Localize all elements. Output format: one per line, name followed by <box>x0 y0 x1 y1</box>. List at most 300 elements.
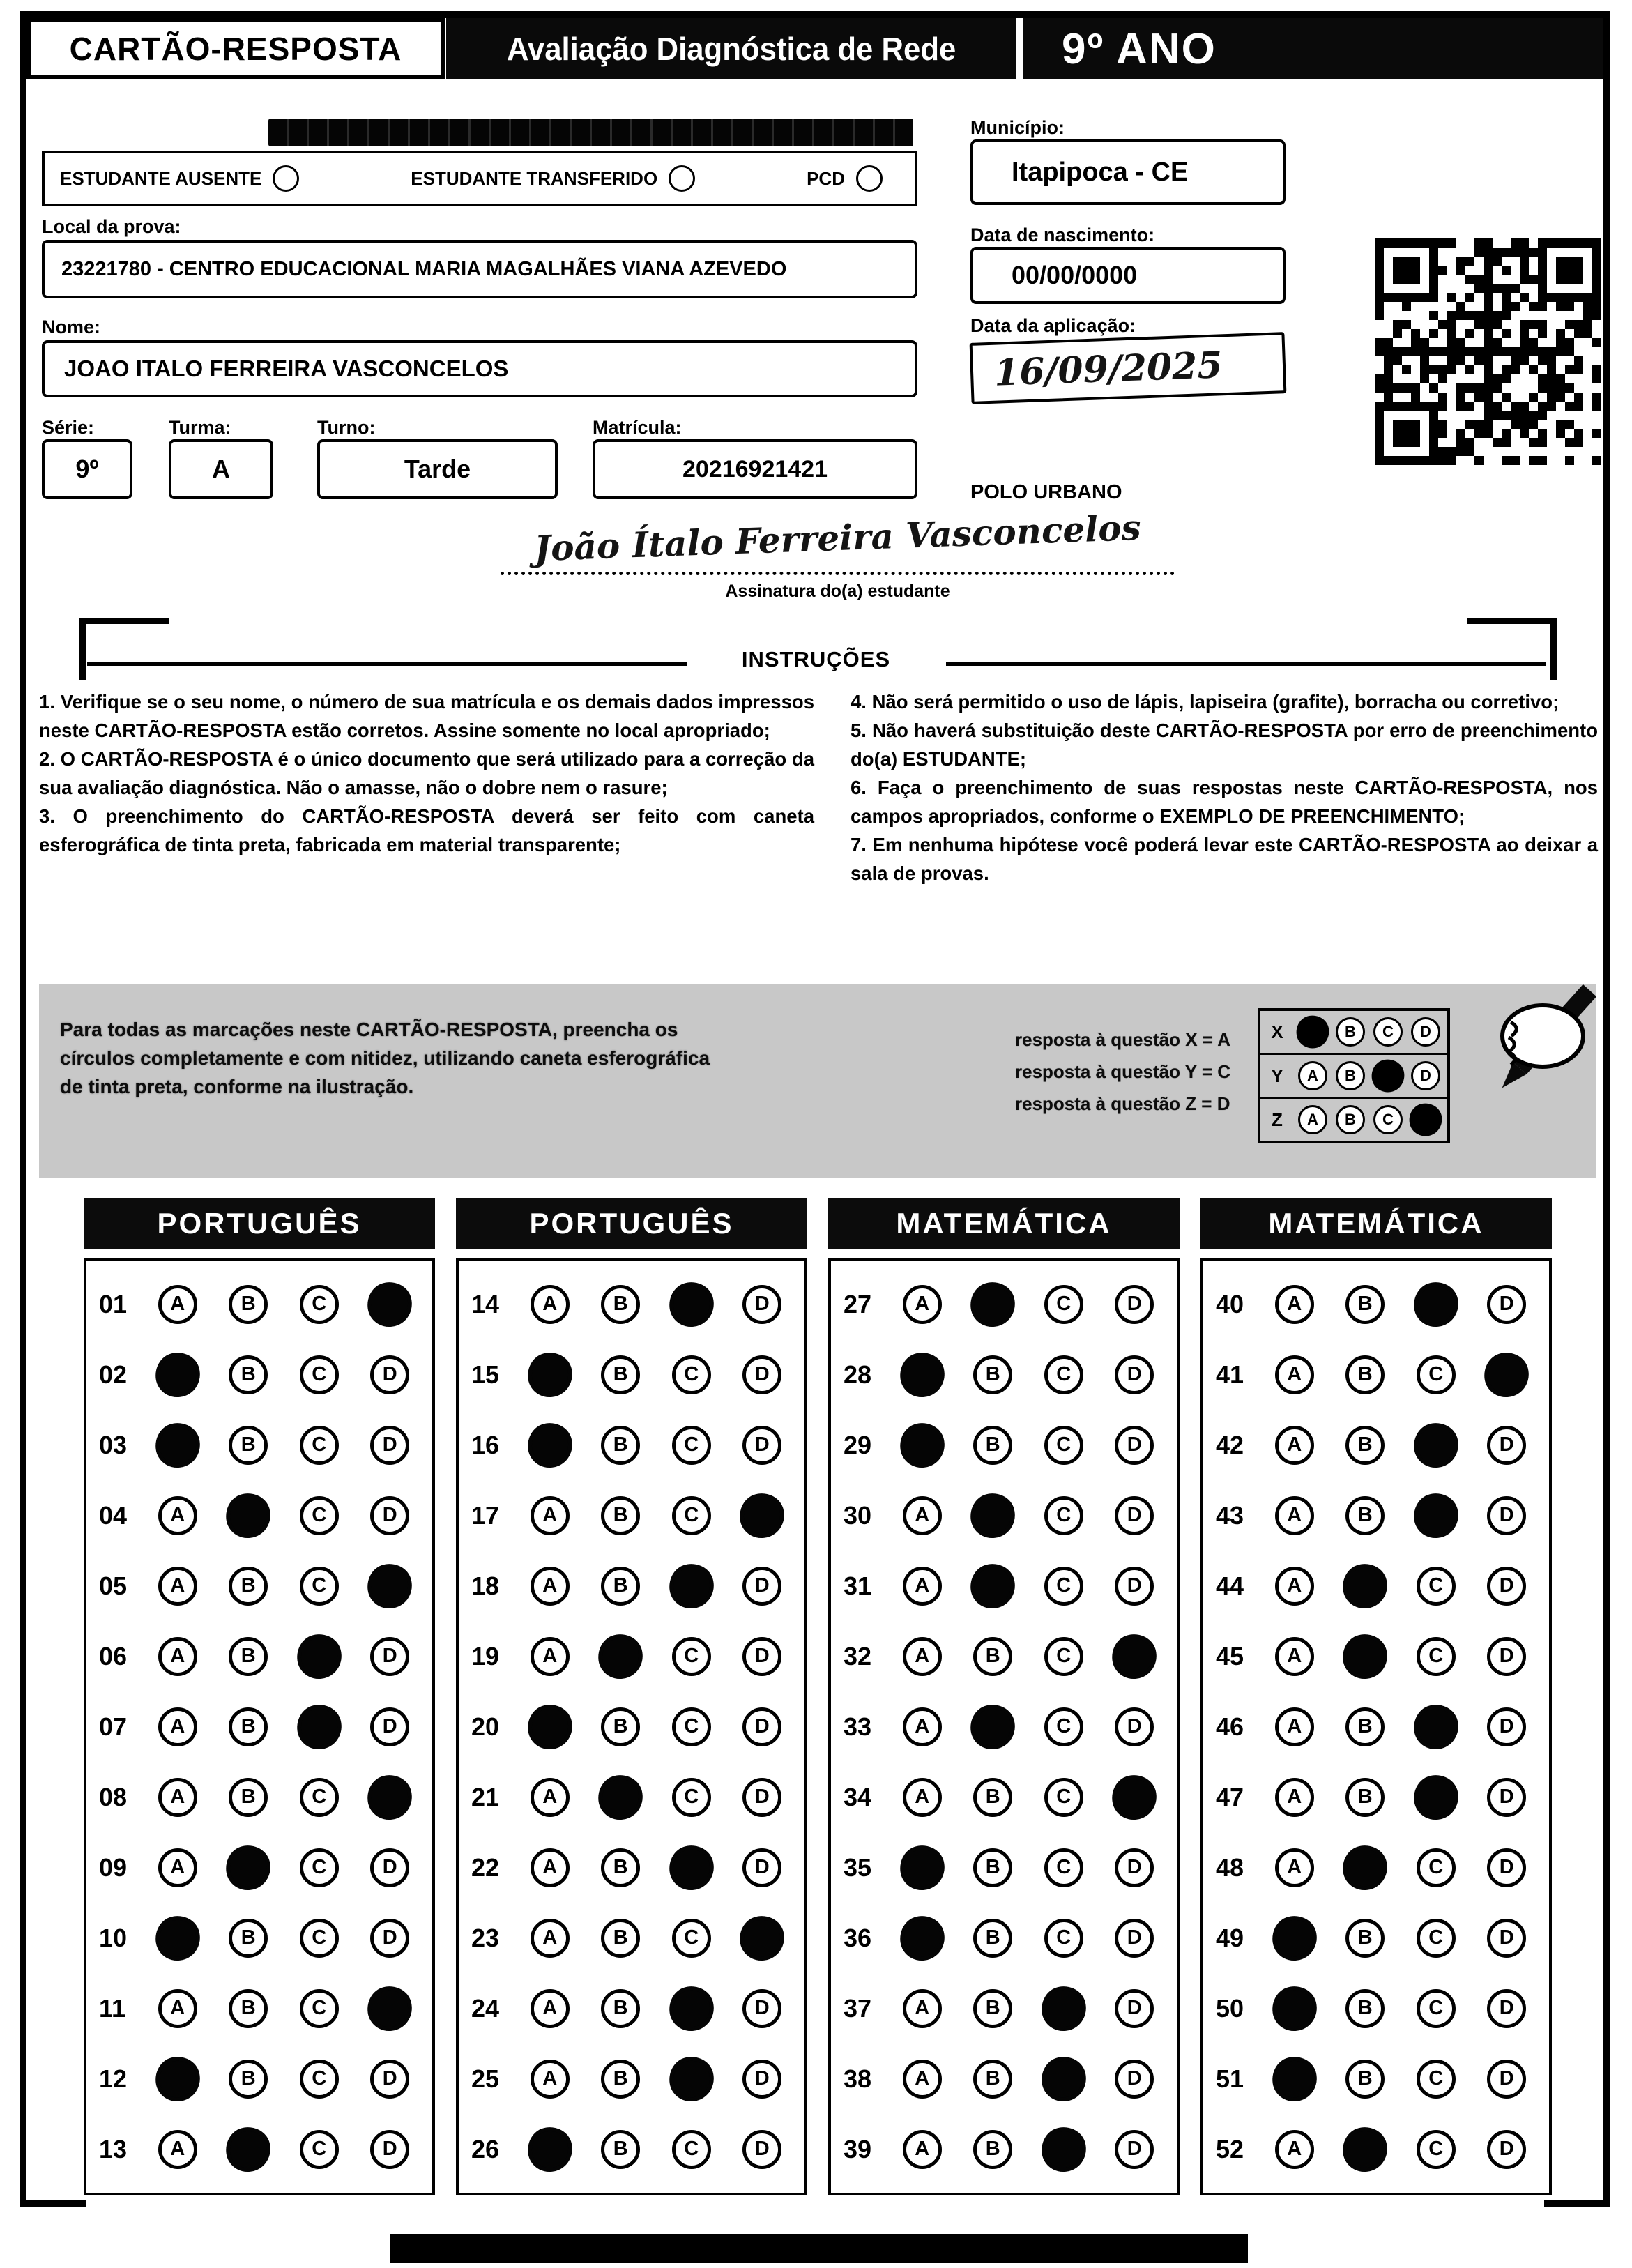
answer-bubble-b-filled[interactable] <box>1340 1842 1390 1892</box>
answer-bubble-a[interactable]: A <box>903 1989 942 2028</box>
answer-bubble-c[interactable]: C <box>672 1496 711 1535</box>
question-row <box>838 1903 1170 1973</box>
serie-field: 9º <box>42 439 132 499</box>
answer-bubble-a-filled[interactable] <box>153 1349 203 1399</box>
local-da-prova-field: 23221780 - CENTRO EDUCACIONAL MARIA MAGALHÃES VIANA AZEVEDO <box>42 240 917 298</box>
answer-bubble-d[interactable]: D <box>1115 1707 1154 1746</box>
crop-mark-bottom-left <box>20 2200 86 2207</box>
answer-bubble-a[interactable]: A <box>531 1285 570 1324</box>
answer-bubble-c-filled[interactable] <box>666 2053 717 2103</box>
answer-bubble-b-filled[interactable] <box>1340 2124 1390 2174</box>
bubble-group <box>514 1355 798 1394</box>
example-legend-line: resposta à questão Z = D <box>1015 1093 1230 1114</box>
answer-bubble-b[interactable]: B <box>1345 1355 1385 1394</box>
answer-bubble-b[interactable]: B <box>1345 1778 1385 1817</box>
grade-label: 9º ANO <box>1023 18 1603 79</box>
card-title: CARTÃO-RESPOSTA <box>26 18 445 79</box>
answer-bubble-b[interactable]: B <box>973 1637 1012 1676</box>
answer-bubble-c[interactable]: C <box>300 2060 339 2099</box>
question-number: 19 <box>471 1641 500 1670</box>
answer-bubble-c[interactable]: C <box>672 1426 711 1465</box>
answer-bubble-d[interactable]: D <box>370 1496 409 1535</box>
answer-bubble-d[interactable]: D <box>1487 1567 1526 1606</box>
answer-bubble-c[interactable]: C <box>300 1989 339 2028</box>
answer-bubble-d-filled[interactable] <box>1109 1631 1159 1681</box>
question-number: 36 <box>844 1923 872 1952</box>
answer-bubble-c-filled[interactable] <box>1411 1701 1461 1751</box>
status-option-bubble[interactable] <box>669 165 695 192</box>
answer-bubble-b-filled[interactable] <box>595 1772 646 1822</box>
answer-column <box>1200 1198 1552 2195</box>
question-row <box>93 1762 425 1832</box>
answer-bubble-d[interactable]: D <box>1115 2130 1154 2169</box>
answer-bubble-d[interactable]: D <box>1115 1285 1154 1324</box>
question-number: 14 <box>471 1289 500 1318</box>
answer-bubble-a[interactable]: A <box>531 1496 570 1535</box>
answer-bubble-c[interactable]: C <box>300 2130 339 2169</box>
answer-bubble-b[interactable]: B <box>1345 1496 1385 1535</box>
answer-bubble-c-filled[interactable] <box>1039 2124 1089 2174</box>
answer-bubble-b[interactable]: B <box>601 1848 640 1887</box>
bubble-group <box>514 1707 798 1746</box>
answer-bubble-b[interactable]: B <box>229 2060 268 2099</box>
answer-bubble-b[interactable]: B <box>601 2130 640 2169</box>
answer-bubble-a-filled[interactable] <box>897 1842 947 1892</box>
question-number: 24 <box>471 1993 500 2023</box>
answer-bubble-d[interactable]: D <box>742 2130 781 2169</box>
example-row-label: Z <box>1272 1109 1283 1130</box>
bubble-group <box>142 1567 425 1606</box>
question-row <box>93 1551 425 1621</box>
answer-bubble-a[interactable]: A <box>903 1285 942 1324</box>
question-row <box>1210 1410 1542 1480</box>
answer-bubble-a[interactable]: A <box>158 1707 197 1746</box>
answer-bubble-a-filled[interactable] <box>525 1349 575 1399</box>
answer-bubble-c[interactable]: C <box>1417 1989 1456 2028</box>
answer-bubble-c[interactable]: C <box>1044 1496 1083 1535</box>
answer-bubble-c-filled[interactable] <box>1411 1490 1461 1540</box>
answer-bubble-c[interactable]: C <box>300 1778 339 1817</box>
answer-bubble-c-filled[interactable] <box>294 1631 344 1681</box>
subject-header: MATEMÁTICA <box>828 1198 1180 1249</box>
answer-bubble-a[interactable]: A <box>158 1285 197 1324</box>
answer-bubble-d[interactable]: D <box>742 1285 781 1324</box>
answer-bubble-a[interactable]: A <box>158 1637 197 1676</box>
crop-mark-bottom-right <box>1544 2200 1610 2207</box>
answer-bubble-b[interactable]: B <box>229 1355 268 1394</box>
example-text: Para todas as marcações neste CARTÃO-RESPOSTA, preencha os círculos completamente e com nitidez, utilizando caneta esferográfica de tinta preta, conforme na ilustração. <box>60 1019 710 1097</box>
redacted-bar <box>268 119 913 146</box>
answer-bubble-a[interactable]: A <box>531 1637 570 1676</box>
answer-bubble-b-filled[interactable] <box>223 1490 273 1540</box>
answer-bubble-a[interactable]: A <box>531 1778 570 1817</box>
question-row <box>1210 1903 1542 1973</box>
question-row <box>466 1691 798 1762</box>
answer-bubble-a[interactable]: A <box>158 2130 197 2169</box>
answer-bubble-d[interactable]: D <box>1115 2060 1154 2099</box>
question-row <box>1210 1551 1542 1621</box>
answer-bubble-c[interactable]: C <box>672 1778 711 1817</box>
answer-bubble-d[interactable]: D <box>742 1848 781 1887</box>
bubble-group <box>142 1426 425 1465</box>
aplicacao-label: Data da aplicação: <box>970 315 1136 336</box>
question-row <box>93 1410 425 1480</box>
status-option <box>807 165 883 192</box>
answer-bubble-a[interactable]: A <box>903 1637 942 1676</box>
question-row <box>1210 1973 1542 2044</box>
example-row-label: X <box>1271 1021 1283 1042</box>
question-row <box>838 1832 1170 1903</box>
bubble-group <box>142 1285 425 1324</box>
answer-bubble-d-filled[interactable] <box>1109 1772 1159 1822</box>
answer-bubble-b[interactable]: B <box>1345 2060 1385 2099</box>
answer-bubble-b[interactable]: B <box>229 1989 268 2028</box>
answer-bubble-c-filled[interactable] <box>294 1701 344 1751</box>
answer-bubble-a-filled[interactable] <box>1269 1912 1320 1963</box>
answer-bubble-b-filled[interactable] <box>595 1631 646 1681</box>
answer-bubble-c[interactable]: C <box>300 1426 339 1465</box>
answer-bubble-c[interactable]: C <box>1417 1637 1456 1676</box>
answer-bubble-c[interactable]: C <box>1044 1426 1083 1465</box>
answer-bubble-a[interactable]: A <box>158 1989 197 2028</box>
answer-bubble-c-filled[interactable] <box>666 1842 717 1892</box>
answer-bubble-b[interactable]: B <box>1345 1919 1385 1958</box>
question-number: 32 <box>844 1641 872 1670</box>
answer-bubble-c-filled[interactable] <box>666 1279 717 1329</box>
bubble-group <box>887 1989 1170 2028</box>
answer-bubble-a[interactable]: A <box>1275 1567 1314 1606</box>
answer-bubble-c[interactable]: C <box>1417 1355 1456 1394</box>
question-row <box>93 1269 425 1339</box>
answer-bubble-a[interactable]: A <box>158 1567 197 1606</box>
answer-bubble-a[interactable]: A <box>531 1567 570 1606</box>
answer-bubble-d[interactable]: D <box>742 1355 781 1394</box>
answer-bubble-a[interactable]: A <box>1275 1496 1314 1535</box>
answer-bubble-d[interactable]: D <box>742 1707 781 1746</box>
answer-bubble-d-filled[interactable] <box>1481 1349 1532 1399</box>
question-row <box>838 2044 1170 2114</box>
answer-bubble-d[interactable]: D <box>1115 1426 1154 1465</box>
answer-bubble-a[interactable]: A <box>1275 1848 1314 1887</box>
answer-bubble-c[interactable]: C <box>300 1355 339 1394</box>
answer-bubble-b[interactable]: B <box>1345 1285 1385 1324</box>
answer-bubble-b-filled[interactable] <box>1340 1631 1390 1681</box>
question-row <box>466 1480 798 1551</box>
answer-bubble-c-filled[interactable] <box>1039 1983 1089 2033</box>
answer-bubble-b[interactable]: B <box>1345 1426 1385 1465</box>
answer-bubble-c[interactable]: C <box>300 1496 339 1535</box>
answer-bubble-a-filled[interactable] <box>525 1420 575 1470</box>
answer-bubble-a[interactable]: A <box>1275 1637 1314 1676</box>
nascimento-field: 00/00/0000 <box>970 247 1286 304</box>
bubble-group <box>142 1637 425 1676</box>
answer-bubble-d[interactable]: D <box>1487 2130 1526 2169</box>
question-number: 13 <box>99 2134 128 2163</box>
answer-bubble-b[interactable]: B <box>601 1285 640 1324</box>
answer-grid <box>1200 1258 1552 2195</box>
answer-bubble-a[interactable]: A <box>903 1496 942 1535</box>
question-number: 01 <box>99 1289 128 1318</box>
answer-bubble-d[interactable]: D <box>1115 1355 1154 1394</box>
question-row <box>93 1480 425 1551</box>
answer-bubble-d[interactable]: D <box>1487 1989 1526 2028</box>
answer-bubble-c[interactable]: C <box>1417 1919 1456 1958</box>
answer-bubble-b[interactable]: B <box>1345 1707 1385 1746</box>
answer-bubble-d[interactable]: D <box>370 1707 409 1746</box>
answer-bubble-b[interactable]: B <box>229 1567 268 1606</box>
bubble-group <box>142 2060 425 2099</box>
answer-bubble-a[interactable]: A <box>903 2130 942 2169</box>
answer-bubble-b[interactable]: B <box>229 1707 268 1746</box>
question-row <box>1210 1339 1542 1410</box>
answer-bubble-a[interactable]: A <box>531 2060 570 2099</box>
answer-bubble-b-filled[interactable] <box>968 1560 1018 1611</box>
answer-bubble-b[interactable]: B <box>601 1919 640 1958</box>
answer-bubble-d[interactable]: D <box>370 1355 409 1394</box>
answer-bubble-a-filled[interactable] <box>1269 1983 1320 2033</box>
answer-bubble-a-filled[interactable] <box>897 1420 947 1470</box>
answer-bubble-c[interactable]: C <box>1044 1567 1083 1606</box>
answer-bubble-d[interactable]: D <box>370 1637 409 1676</box>
answer-bubble-d[interactable]: D <box>742 1567 781 1606</box>
answer-bubble-c-filled[interactable] <box>1039 2053 1089 2103</box>
answer-bubble-d[interactable]: D <box>742 1637 781 1676</box>
answer-bubble-d[interactable]: D <box>370 2130 409 2169</box>
answer-bubble-a[interactable]: A <box>1275 1285 1314 1324</box>
answer-bubble-a[interactable]: A <box>531 1989 570 2028</box>
question-row <box>93 1973 425 2044</box>
bubble-group <box>142 1355 425 1394</box>
answer-bubble-d-filled[interactable] <box>365 1279 415 1329</box>
answer-bubble-d[interactable]: D <box>370 1848 409 1887</box>
answer-bubble-a[interactable]: A <box>158 1496 197 1535</box>
answer-bubble-c[interactable]: C <box>1044 1707 1083 1746</box>
subject-header: PORTUGUÊS <box>456 1198 807 1249</box>
answer-bubble-c[interactable]: C <box>1417 2060 1456 2099</box>
answer-bubble-c[interactable]: C <box>1044 1778 1083 1817</box>
answer-bubble-d[interactable]: D <box>1487 1637 1526 1676</box>
answer-bubble-c[interactable]: C <box>1417 1848 1456 1887</box>
header <box>26 18 1603 79</box>
bubble-group <box>887 1848 1170 1887</box>
answer-bubble-a-filled[interactable] <box>153 2053 203 2103</box>
answer-bubble-c[interactable]: C <box>300 1848 339 1887</box>
answer-bubble-a-filled[interactable] <box>525 2124 575 2174</box>
question-number: 10 <box>99 1923 128 1952</box>
answer-bubble-d[interactable]: D <box>742 1989 781 2028</box>
answer-bubble-b[interactable]: B <box>601 2060 640 2099</box>
answer-bubble-b[interactable]: B <box>601 1567 640 1606</box>
question-number: 48 <box>1216 1852 1244 1882</box>
bubble-group <box>887 1919 1170 1958</box>
question-number: 27 <box>844 1289 872 1318</box>
answer-bubble-d[interactable]: D <box>742 1778 781 1817</box>
answer-bubble-c[interactable]: C <box>1044 1285 1083 1324</box>
answer-bubble-a[interactable]: A <box>1275 1707 1314 1746</box>
question-number: 37 <box>844 1993 872 2023</box>
answer-bubble-b-filled[interactable] <box>968 1701 1018 1751</box>
answer-bubble-a-filled[interactable] <box>897 1912 947 1963</box>
question-number: 33 <box>844 1712 872 1741</box>
answer-bubble-c[interactable]: C <box>1417 2130 1456 2169</box>
answer-bubble-a[interactable]: A <box>903 1707 942 1746</box>
answer-bubble-d[interactable]: D <box>370 2060 409 2099</box>
answer-bubble-b[interactable]: B <box>229 1285 268 1324</box>
answer-bubble-b-filled[interactable] <box>223 2124 273 2174</box>
bubble-group <box>887 1637 1170 1676</box>
answer-bubble-b[interactable]: B <box>973 1848 1012 1887</box>
answer-bubble-c[interactable]: C <box>1044 1848 1083 1887</box>
question-row <box>838 1410 1170 1480</box>
answer-bubble-c[interactable]: C <box>1044 1919 1083 1958</box>
question-row <box>466 1621 798 1691</box>
answer-bubble-c[interactable]: C <box>1417 1567 1456 1606</box>
answer-bubble-d[interactable]: D <box>1487 1496 1526 1535</box>
answer-bubble-d-filled[interactable] <box>365 1983 415 2033</box>
answer-bubble-b[interactable]: B <box>1345 1989 1385 2028</box>
answer-bubble-a[interactable]: A <box>1275 1355 1314 1394</box>
bubble-group <box>514 1567 798 1606</box>
bubble-group <box>514 1778 798 1817</box>
bubble-group <box>1259 1848 1542 1887</box>
answer-bubble-d[interactable]: D <box>1487 1707 1526 1746</box>
answer-column <box>828 1198 1180 2195</box>
question-number: 34 <box>844 1782 872 1811</box>
answer-bubble-d[interactable]: D <box>1115 1496 1154 1535</box>
answer-bubble-c-filled[interactable] <box>666 1983 717 2033</box>
answer-bubble-d[interactable]: D <box>742 1426 781 1465</box>
answer-bubble-a[interactable]: A <box>903 2060 942 2099</box>
answer-bubble-b[interactable]: B <box>229 1778 268 1817</box>
answer-bubble-b[interactable]: B <box>973 1355 1012 1394</box>
answer-bubble-b[interactable]: B <box>229 1637 268 1676</box>
answer-bubble-c[interactable]: C <box>300 1285 339 1324</box>
answer-bubble-b[interactable]: B <box>973 2060 1012 2099</box>
answer-bubble-d[interactable]: D <box>1487 1848 1526 1887</box>
answer-bubble-b[interactable]: B <box>601 1707 640 1746</box>
bubble-group <box>1259 1567 1542 1606</box>
answer-bubble-c[interactable]: C <box>300 1567 339 1606</box>
question-row <box>1210 1269 1542 1339</box>
answer-bubble-a[interactable]: A <box>1275 1426 1314 1465</box>
bubble-group <box>1259 1778 1542 1817</box>
answer-bubble-d[interactable]: D <box>1487 1426 1526 1465</box>
answer-bubble-b[interactable]: B <box>601 1426 640 1465</box>
question-row <box>838 1480 1170 1551</box>
question-number: 15 <box>471 1360 500 1389</box>
answer-bubble-c[interactable]: C <box>1044 1355 1083 1394</box>
answer-bubble-d[interactable]: D <box>1487 2060 1526 2099</box>
answer-bubble-a[interactable]: A <box>531 1919 570 1958</box>
answer-bubble-c[interactable]: C <box>672 1919 711 1958</box>
bubble-group <box>142 1989 425 2028</box>
answer-bubble-c[interactable]: C <box>672 1707 711 1746</box>
answer-bubble-a-filled[interactable] <box>897 1349 947 1399</box>
answer-bubble-b[interactable]: B <box>229 1919 268 1958</box>
answer-bubble-a-filled[interactable] <box>1269 2053 1320 2103</box>
answer-bubble-b[interactable]: B <box>973 1919 1012 1958</box>
answer-bubble-a-filled[interactable] <box>153 1420 203 1470</box>
answer-bubble-b-filled[interactable] <box>968 1490 1018 1540</box>
question-row <box>93 1832 425 1903</box>
answer-bubble-d[interactable]: D <box>1487 1778 1526 1817</box>
bubble-group <box>514 1919 798 1958</box>
example-bubble-c: C <box>1373 1105 1403 1134</box>
answer-bubble-c-filled[interactable] <box>1411 1279 1461 1329</box>
answer-bubble-a[interactable]: A <box>1275 2130 1314 2169</box>
answer-bubble-b-filled[interactable] <box>223 1842 273 1892</box>
status-option-bubble[interactable] <box>856 165 883 192</box>
answer-bubble-b-filled[interactable] <box>1340 1560 1390 1611</box>
answer-bubble-b-filled[interactable] <box>968 1279 1018 1329</box>
question-number: 17 <box>471 1500 500 1530</box>
answer-bubble-b[interactable]: B <box>973 1778 1012 1817</box>
answer-bubble-b[interactable]: B <box>601 1496 640 1535</box>
answer-bubble-c-filled[interactable] <box>1411 1772 1461 1822</box>
example-bubble-c-filled <box>1369 1057 1407 1095</box>
signature-line[interactable] <box>501 537 1175 575</box>
answer-bubble-b[interactable]: B <box>601 1355 640 1394</box>
answer-bubble-a[interactable]: A <box>903 1778 942 1817</box>
answer-bubble-b[interactable]: B <box>973 2130 1012 2169</box>
question-row <box>93 2114 425 2184</box>
bubble-group <box>1259 1426 1542 1465</box>
answer-bubble-a[interactable]: A <box>158 1848 197 1887</box>
question-row <box>466 2044 798 2114</box>
answer-bubble-c[interactable]: C <box>1044 1637 1083 1676</box>
answer-bubble-d-filled[interactable] <box>365 1560 415 1611</box>
answer-bubble-d-filled[interactable] <box>365 1772 415 1822</box>
answer-bubble-d[interactable]: D <box>1115 1848 1154 1887</box>
answer-bubble-d[interactable]: D <box>1115 1919 1154 1958</box>
answer-bubble-d[interactable]: D <box>370 1426 409 1465</box>
answer-bubble-d[interactable]: D <box>742 2060 781 2099</box>
turma-field: A <box>169 439 273 499</box>
answer-bubble-c[interactable]: C <box>300 1919 339 1958</box>
answer-bubble-a[interactable]: A <box>903 1567 942 1606</box>
subject-header: MATEMÁTICA <box>1200 1198 1552 1249</box>
answer-bubble-d[interactable]: D <box>1487 1919 1526 1958</box>
answer-bubble-a-filled[interactable] <box>525 1701 575 1751</box>
question-number: 23 <box>471 1923 500 1952</box>
answer-bubble-c[interactable]: C <box>672 2130 711 2169</box>
answer-bubble-a[interactable]: A <box>158 1778 197 1817</box>
answer-bubble-c[interactable]: C <box>672 1637 711 1676</box>
answer-bubble-c-filled[interactable] <box>1411 1420 1461 1470</box>
answer-bubble-c-filled[interactable] <box>666 1560 717 1611</box>
answer-bubble-c[interactable]: C <box>672 1355 711 1394</box>
answer-bubble-d[interactable]: D <box>1115 1567 1154 1606</box>
answer-bubble-d-filled[interactable] <box>737 1490 787 1540</box>
answer-bubble-b[interactable]: B <box>229 1426 268 1465</box>
answer-bubble-b[interactable]: B <box>973 1989 1012 2028</box>
answer-bubble-d-filled[interactable] <box>737 1912 787 1963</box>
aplicacao-field: 16/09/2025 <box>970 332 1287 404</box>
question-row <box>838 2114 1170 2184</box>
answer-bubble-a-filled[interactable] <box>153 1912 203 1963</box>
status-option-bubble[interactable] <box>273 165 299 192</box>
answer-bubble-d[interactable]: D <box>1487 1285 1526 1324</box>
answer-bubble-d[interactable]: D <box>370 1919 409 1958</box>
answer-bubble-d[interactable]: D <box>1115 1989 1154 2028</box>
answer-bubble-b[interactable]: B <box>973 1426 1012 1465</box>
hand-pen-illustration <box>1444 979 1604 1146</box>
answer-bubble-a[interactable]: A <box>1275 1778 1314 1817</box>
example-bubble-d: D <box>1411 1061 1440 1090</box>
answer-bubble-b[interactable]: B <box>601 1989 640 2028</box>
bubble-group <box>1259 1496 1542 1535</box>
answer-bubble-a[interactable]: A <box>531 1848 570 1887</box>
